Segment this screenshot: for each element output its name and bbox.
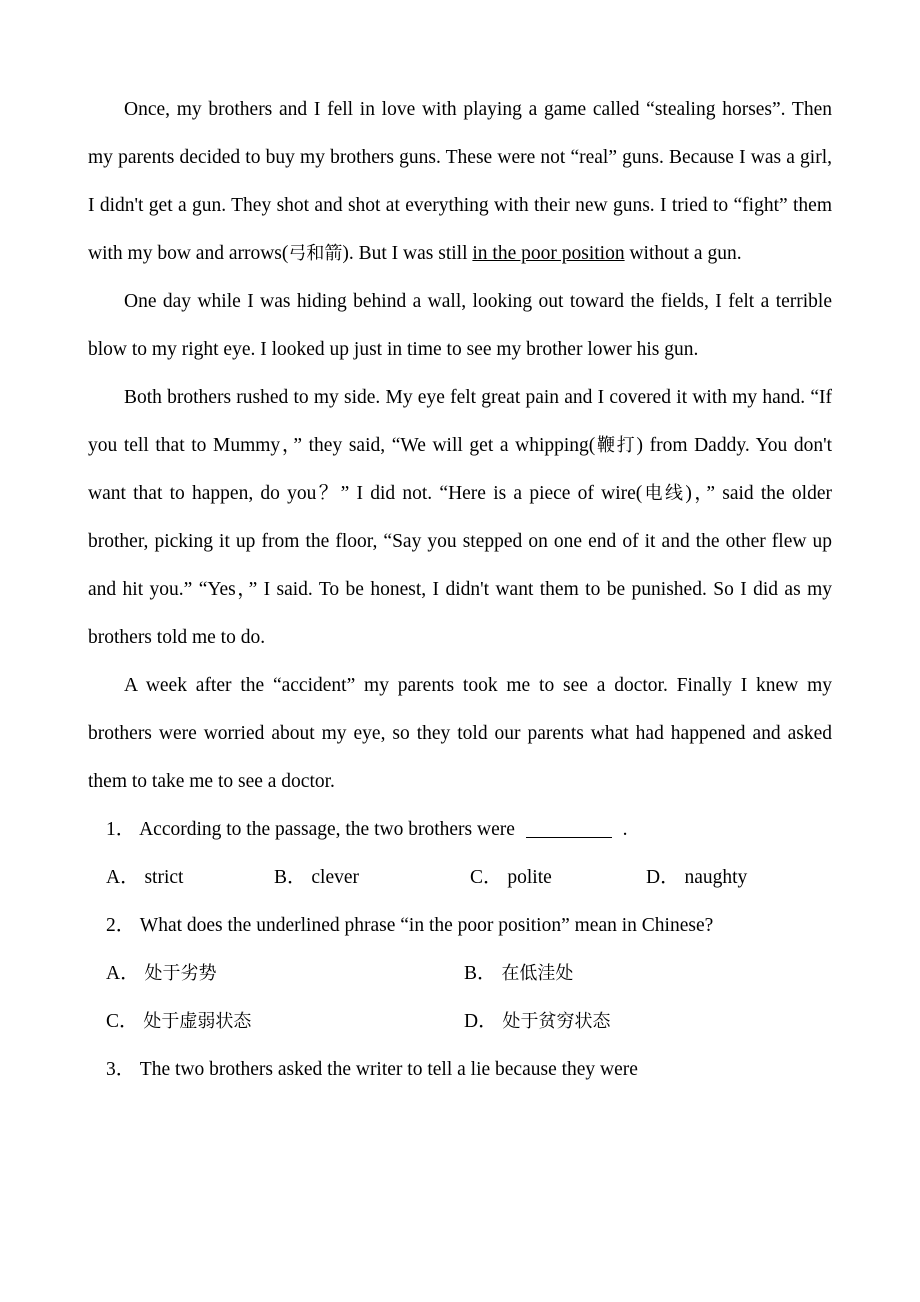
option-a-text: strict [144, 867, 184, 888]
question-2-stem [88, 902, 832, 950]
option-b[interactable] [464, 950, 573, 998]
answer-blank[interactable] [526, 837, 612, 838]
option-b-text: clever [311, 867, 360, 888]
question-3-text: The two brothers asked the writer to tell a lie because they were [139, 1059, 638, 1080]
question-1-number: 1． [106, 819, 136, 840]
underlined-phrase: in the poor position [472, 243, 625, 264]
question-1-options [88, 854, 832, 902]
option-c-label: C． [470, 867, 503, 888]
option-c-label: C． [106, 1011, 139, 1032]
option-a[interactable] [106, 950, 464, 998]
question-2-number: 2． [106, 915, 136, 936]
option-d-text: naughty [684, 867, 748, 888]
question-1-text: According to the passage, the two brothers were [139, 819, 515, 840]
option-d-text: 处于贫穷状态 [502, 1011, 611, 1032]
question-2-text: What does the underlined phrase “in the poor position” mean in Chinese? [139, 915, 714, 936]
option-b-label: B． [274, 867, 307, 888]
option-b[interactable] [274, 854, 470, 902]
option-d[interactable] [464, 998, 610, 1046]
option-c-text: polite [507, 867, 552, 888]
text-run: Both brothers rushed to my side. My eye felt great pain and I covered it with my hand. “If you tell that to Mummy，” they said, “We will get a whipping( [88, 387, 832, 456]
option-a-label: A． [106, 963, 140, 984]
option-a-label: A． [106, 867, 140, 888]
paragraph-2 [88, 278, 832, 374]
question-1-stem [88, 806, 832, 854]
question-1-period: . [622, 819, 628, 840]
paragraph-3 [88, 374, 832, 662]
text-run: A week after the “accident” my parents took me to see a doctor. Finally I knew my brothers were worried about my eye, so they told our parents what had happened and asked them to take me to see a doctor. [88, 675, 832, 792]
paragraph-4 [88, 662, 832, 806]
question-3-stem [88, 1046, 832, 1094]
text-run: ) from Daddy. You don't want that to happen, do you？” I did not. “Here is a piece of wire( [88, 435, 832, 504]
option-b-label: B． [464, 963, 497, 984]
paragraph-1 [88, 86, 832, 278]
option-d-label: D． [646, 867, 680, 888]
text-run: ). But I was still [342, 243, 473, 264]
option-d-label: D． [464, 1011, 498, 1032]
option-a-text: 处于劣势 [144, 963, 217, 984]
option-d[interactable] [646, 854, 747, 902]
option-c[interactable] [470, 854, 646, 902]
question-2 [88, 902, 832, 1046]
option-b-text: 在低洼处 [501, 963, 574, 984]
text-run: Once, my brothers and I fell in love with playing a game called “stealing horses”. Then my parents decided to buy my brothers guns. These were not “real” guns. Because I was a girl, I didn't get a gun. They shot and shot at everything with their new guns. I tried to “fight” them with my bow and arrows( [88, 99, 832, 264]
gloss-text: 弓和箭 [288, 243, 343, 264]
option-c-text: 处于虚弱状态 [143, 1011, 252, 1032]
question-2-options-row-1 [88, 950, 832, 998]
question-3-number: 3． [106, 1059, 136, 1080]
question-1 [88, 806, 832, 902]
text-run: )，” said the older brother, picking it up from the floor, “Say you stepped on one end of it and the other flew up and hit you.” “Yes，” I said. To be honest, I didn't want them to be punished. So I did as my brothers told me to do. [88, 483, 833, 648]
option-a[interactable] [106, 854, 274, 902]
text-run: without a gun. [624, 243, 742, 264]
question-2-options-row-2 [88, 998, 832, 1046]
gloss-text: 鞭打 [595, 435, 637, 456]
question-3 [88, 1046, 832, 1094]
option-c[interactable] [106, 998, 464, 1046]
gloss-text: 电线 [642, 483, 686, 504]
text-run: One day while I was hiding behind a wall, looking out toward the fields, I felt a terrible blow to my right eye. I looked up just in time to see my brother lower his gun. [88, 291, 832, 360]
